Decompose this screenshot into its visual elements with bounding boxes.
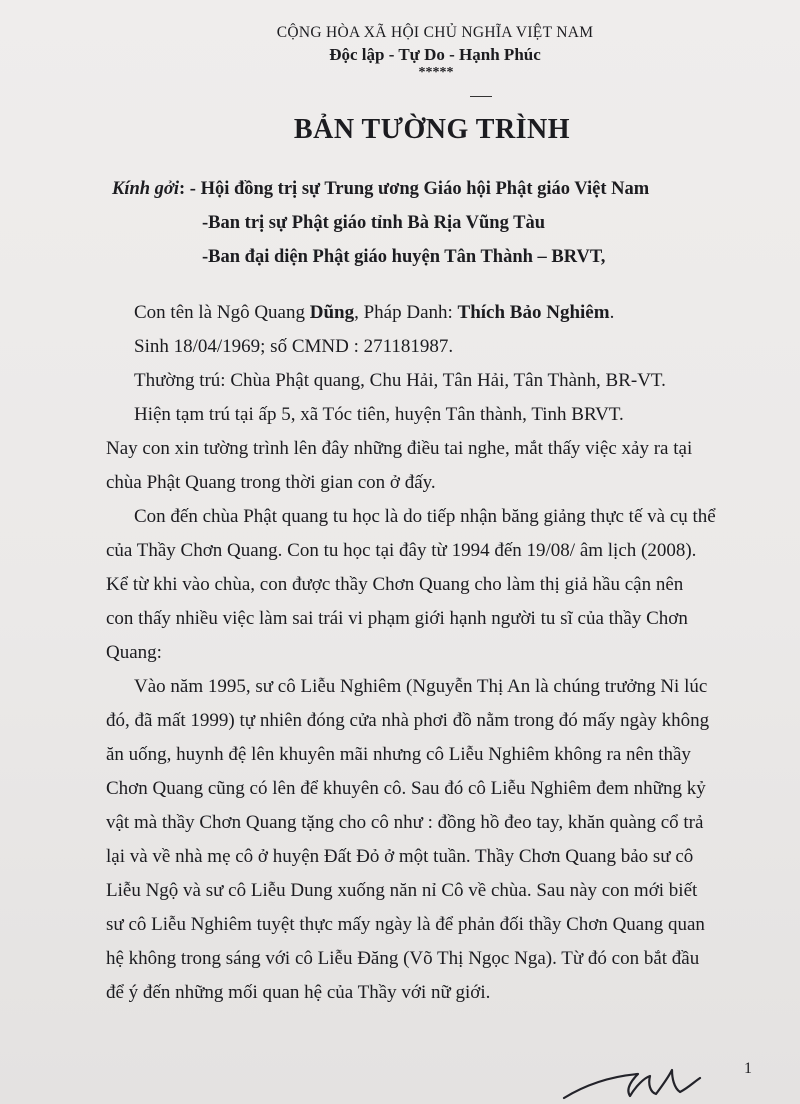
header-divider	[470, 96, 492, 97]
dharma-prefix: , Pháp Danh:	[354, 302, 458, 323]
paragraph-line: Quang:	[106, 642, 162, 663]
paragraph-1	[106, 432, 766, 500]
paragraph-line: chùa Phật Quang trong thời gian con ở đấy.	[106, 472, 436, 493]
national-motto: Độc lập - Tự Do - Hạnh Phúc	[329, 45, 541, 64]
paragraph-line: ăn uống, huynh đệ lên khuyên mãi nhưng cô Liễu Nghiêm không ra nên thầy	[106, 744, 691, 765]
paragraph-line: đó, đã mất 1999) tự nhiên đóng cửa nhà phơi đồ nằm trong đó mấy ngày không	[106, 710, 710, 731]
recipients-block	[112, 172, 649, 274]
paragraph-line: Vào năm 1995, sư cô Liễu Nghiêm (Nguyễn Thị An là chúng trưởng Ni lúc	[134, 676, 708, 697]
paragraph-line: để ý đến những mối quan hệ của Thầy với nữ giới.	[106, 982, 491, 1003]
paragraph-line: vật mà thầy Chơn Quang tặng cho cô như : đồng hồ đeo tay, khăn quàng cổ trả	[106, 812, 704, 833]
paragraph-2	[106, 500, 766, 670]
header-stars: *****	[418, 65, 454, 80]
paragraph-line: Liễu Ngộ và sư cô Liễu Dung xuống năn nỉ Cô về chùa. Sau này con mới biết	[106, 880, 698, 901]
paragraph-3	[106, 670, 766, 1010]
document-body	[106, 296, 766, 1010]
recipient-2: -Ban trị sự Phật giáo tỉnh Bà Rịa Vũng Tàu	[202, 213, 545, 233]
paragraph-line: Con đến chùa Phật quang tu học là do tiếp nhận băng giảng thực tế và cụ thể	[134, 506, 716, 527]
paragraph-line: Nay con xin tường trình lên đây những điều tai nghe, mắt thấy việc xảy ra tại	[106, 438, 693, 459]
recipient-1: : - Hội đồng trị sự Trung ương Giáo hội Phật giáo Việt Nam	[179, 179, 650, 199]
dharma-suffix: .	[609, 302, 615, 323]
paragraph-line: Kể từ khi vào chùa, con được thầy Chơn Quang cho làm thị giả hầu cận nên	[106, 574, 684, 595]
paragraph-line: Chơn Quang cũng có lên để khuyên cô. Sau đó cô Liễu Nghiêm đem những kỷ	[106, 778, 706, 799]
identity-temporary: Hiện tạm trú tại ấp 5, xã Tóc tiên, huyện Tân thành, Tinh BRVT.	[134, 404, 624, 425]
dharma-name: Thích Bảo Nghiêm	[457, 302, 610, 323]
paragraph-line: lại và về nhà mẹ cô ở huyện Đất Đỏ ở một tuần. Thầy Chơn Quang bảo sư cô	[106, 846, 694, 867]
handwritten-signature	[560, 1060, 730, 1104]
national-title: CỘNG HÒA XÃ HỘI CHỦ NGHĨA VIỆT NAM	[276, 24, 594, 41]
name-bold: Dũng	[309, 302, 355, 323]
identity-residence: Thường trú: Chùa Phật quang, Chu Hải, Tân Hải, Tân Thành, BR-VT.	[134, 370, 666, 391]
paragraph-line: sư cô Liễu Nghiêm tuyệt thực mấy ngày là để phản đối thầy Chơn Quang quan	[106, 914, 705, 935]
paragraph-line: hệ không trong sáng với cô Liễu Đăng (Võ Thị Ngọc Nga). Từ đó con bắt đầu	[106, 948, 700, 969]
recipient-label: Kính gởi	[112, 179, 179, 199]
paragraph-line: con thấy nhiều việc làm sai trái vi phạm giới hạnh người tu sĩ của thầy Chơn	[106, 608, 688, 629]
document-header	[0, 22, 800, 97]
identity-birth: Sinh 18/04/1969; số CMND : 271181987.	[134, 336, 454, 357]
document-title: BẢN TƯỜNG TRÌNH	[293, 114, 571, 145]
identity-name-line	[106, 296, 766, 330]
paragraph-line: của Thầy Chơn Quang. Con tu học tại đây từ 1994 đến 19/08/ âm lịch (2008).	[106, 540, 697, 561]
recipient-3: -Ban đại diện Phật giáo huyện Tân Thành – BRVT,	[202, 247, 606, 267]
page-number: 1	[744, 1060, 752, 1077]
name-prefix: Con tên là Ngô Quang	[134, 302, 310, 323]
recipient-line-1	[112, 172, 649, 206]
